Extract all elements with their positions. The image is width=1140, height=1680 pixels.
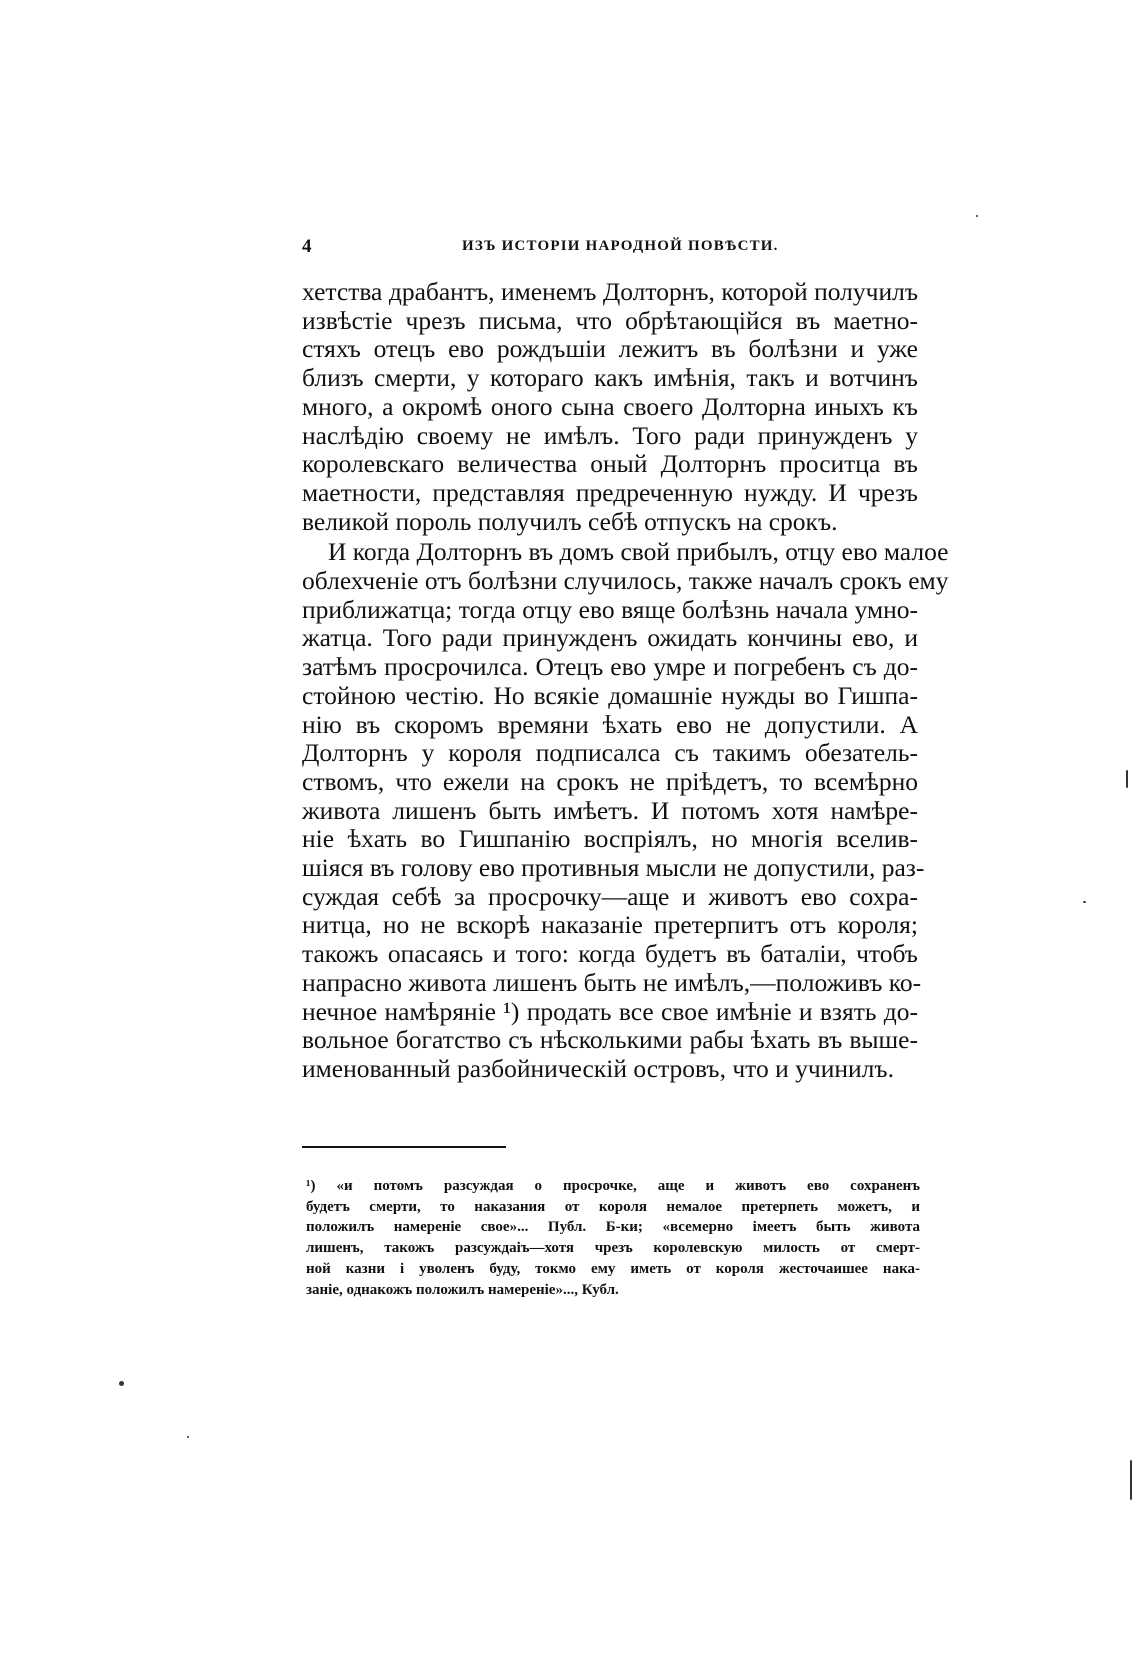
text-line: И когда Долторнъ въ домъ свой прибылъ, отцу ево малое — [328, 537, 949, 567]
text-line: такожъ опасаясь и того: когда будетъ въ баталіи, чтобъ — [302, 939, 918, 969]
text-line: ствомъ, что ежели на срокъ не пріѣдетъ, то всемѣрно — [302, 766, 918, 796]
text-line: стойною честію. Но всякіе домашніе нужды во Гишпа- — [302, 680, 918, 710]
running-head: ИЗЪ ИСТОРІИ НАРОДНОЙ ПОВѢСТИ. — [462, 238, 779, 254]
text-line: приближатца; тогда отцу ево вяще болѣзнь начала умно- — [302, 594, 918, 624]
footnote-line: будетъ смерти, то наказания от короля немалое претерпеть можетъ, и — [306, 1198, 920, 1215]
footnote — [306, 1176, 920, 1300]
text-line: великой пороль получилъ себѣ отпускъ на срокъ. — [302, 506, 838, 536]
text-line: наслѣдію своему не имѣлъ. Того ради принужденъ у — [302, 420, 918, 450]
paragraph — [302, 278, 918, 536]
text-line: много, а окромѣ оного сына своего Долторна иныхъ къ — [302, 391, 918, 421]
text-line: королевскаго величества оный Долторнъ проситца въ — [302, 449, 918, 479]
text-line: Долторнъ у короля подписалса съ такимъ обезатель- — [302, 738, 918, 768]
text-line: облехченіе отъ болѣзни случилось, также началъ срокъ ему — [302, 566, 949, 596]
text-line: шіяся въ голову ево противныя мысли не допустили, раз- — [302, 853, 925, 883]
text-line: суждая себѣ за просрочку—аще и животъ ево сохра- — [302, 881, 918, 911]
text-line: жатца. Того ради принужденъ ожидать кончины ево, и — [302, 623, 918, 653]
footnote-line: ¹) «и потомъ разсуждая о просрочке, аще и животъ ево сохраненъ — [306, 1178, 920, 1194]
footnote-line: заніе, однакожъ положилъ намереніе»..., Кубл. — [306, 1281, 619, 1298]
text-line: ніе ѣхать во Гишпанію воспріялъ, но многія вселив- — [302, 824, 918, 854]
text-line: стяхъ отецъ ево рождъшіи лежитъ въ болѣзни и уже — [302, 334, 918, 364]
footnote-line: ной казни і уволенъ буду, токмо ему иметь от короля жесточаишее нака- — [306, 1260, 920, 1277]
scan-speck — [1130, 1460, 1132, 1500]
text-line: маетности, представляя предреченную нужду. И чрезъ — [302, 477, 918, 507]
footnote-line: положилъ намереніе свое»... Публ. Б-ки; «всемерно імеетъ быть живота — [306, 1219, 920, 1236]
text-line: живота лишенъ быть имѣетъ. И потомъ хотя намѣре- — [302, 795, 918, 825]
footnote-rule — [302, 1146, 506, 1148]
text-line: вольное богатство съ нѣсколькими рабы ѣхать въ выше- — [302, 1025, 918, 1055]
scan-speck — [187, 1436, 189, 1438]
scan-speck — [976, 215, 978, 217]
scan-speck — [1126, 770, 1128, 788]
scan-speck — [119, 1381, 124, 1386]
footnote-line: лишенъ, такожъ разсуждаіъ—хотя чрезъ королевскую милость от смерт- — [306, 1240, 920, 1257]
text-line: напрасно живота лишенъ быть не имѣлъ,—положивъ ко- — [302, 967, 922, 997]
text-line: хетства драбантъ, именемъ Долторнъ, которой получилъ — [302, 277, 918, 306]
text-line: извѣстіе чрезъ письма, что обрѣтающійся въ маетно- — [302, 305, 918, 335]
text-line: близъ смерти, у котораго какъ имѣнія, такъ и вотчинъ — [302, 363, 918, 393]
paragraph — [302, 537, 949, 1083]
scan-speck — [1083, 901, 1086, 903]
body-text — [302, 277, 949, 1084]
text-line: нитца, но не вскорѣ наказаніе претерпитъ отъ короля; — [302, 910, 918, 940]
page-number: 4 — [302, 236, 312, 257]
text-line: затѣмъ просрочилса. Отецъ ево умре и погребенъ съ до- — [302, 652, 918, 682]
text-line: нечное намѣряніе ¹) продать все свое имѣніе и взять до- — [302, 996, 918, 1026]
text-line: именованный разбойническій островъ, что и учинилъ. — [302, 1053, 894, 1083]
text-line: нію въ скоромъ времяни ѣхать ево не допустили. А — [302, 709, 918, 739]
